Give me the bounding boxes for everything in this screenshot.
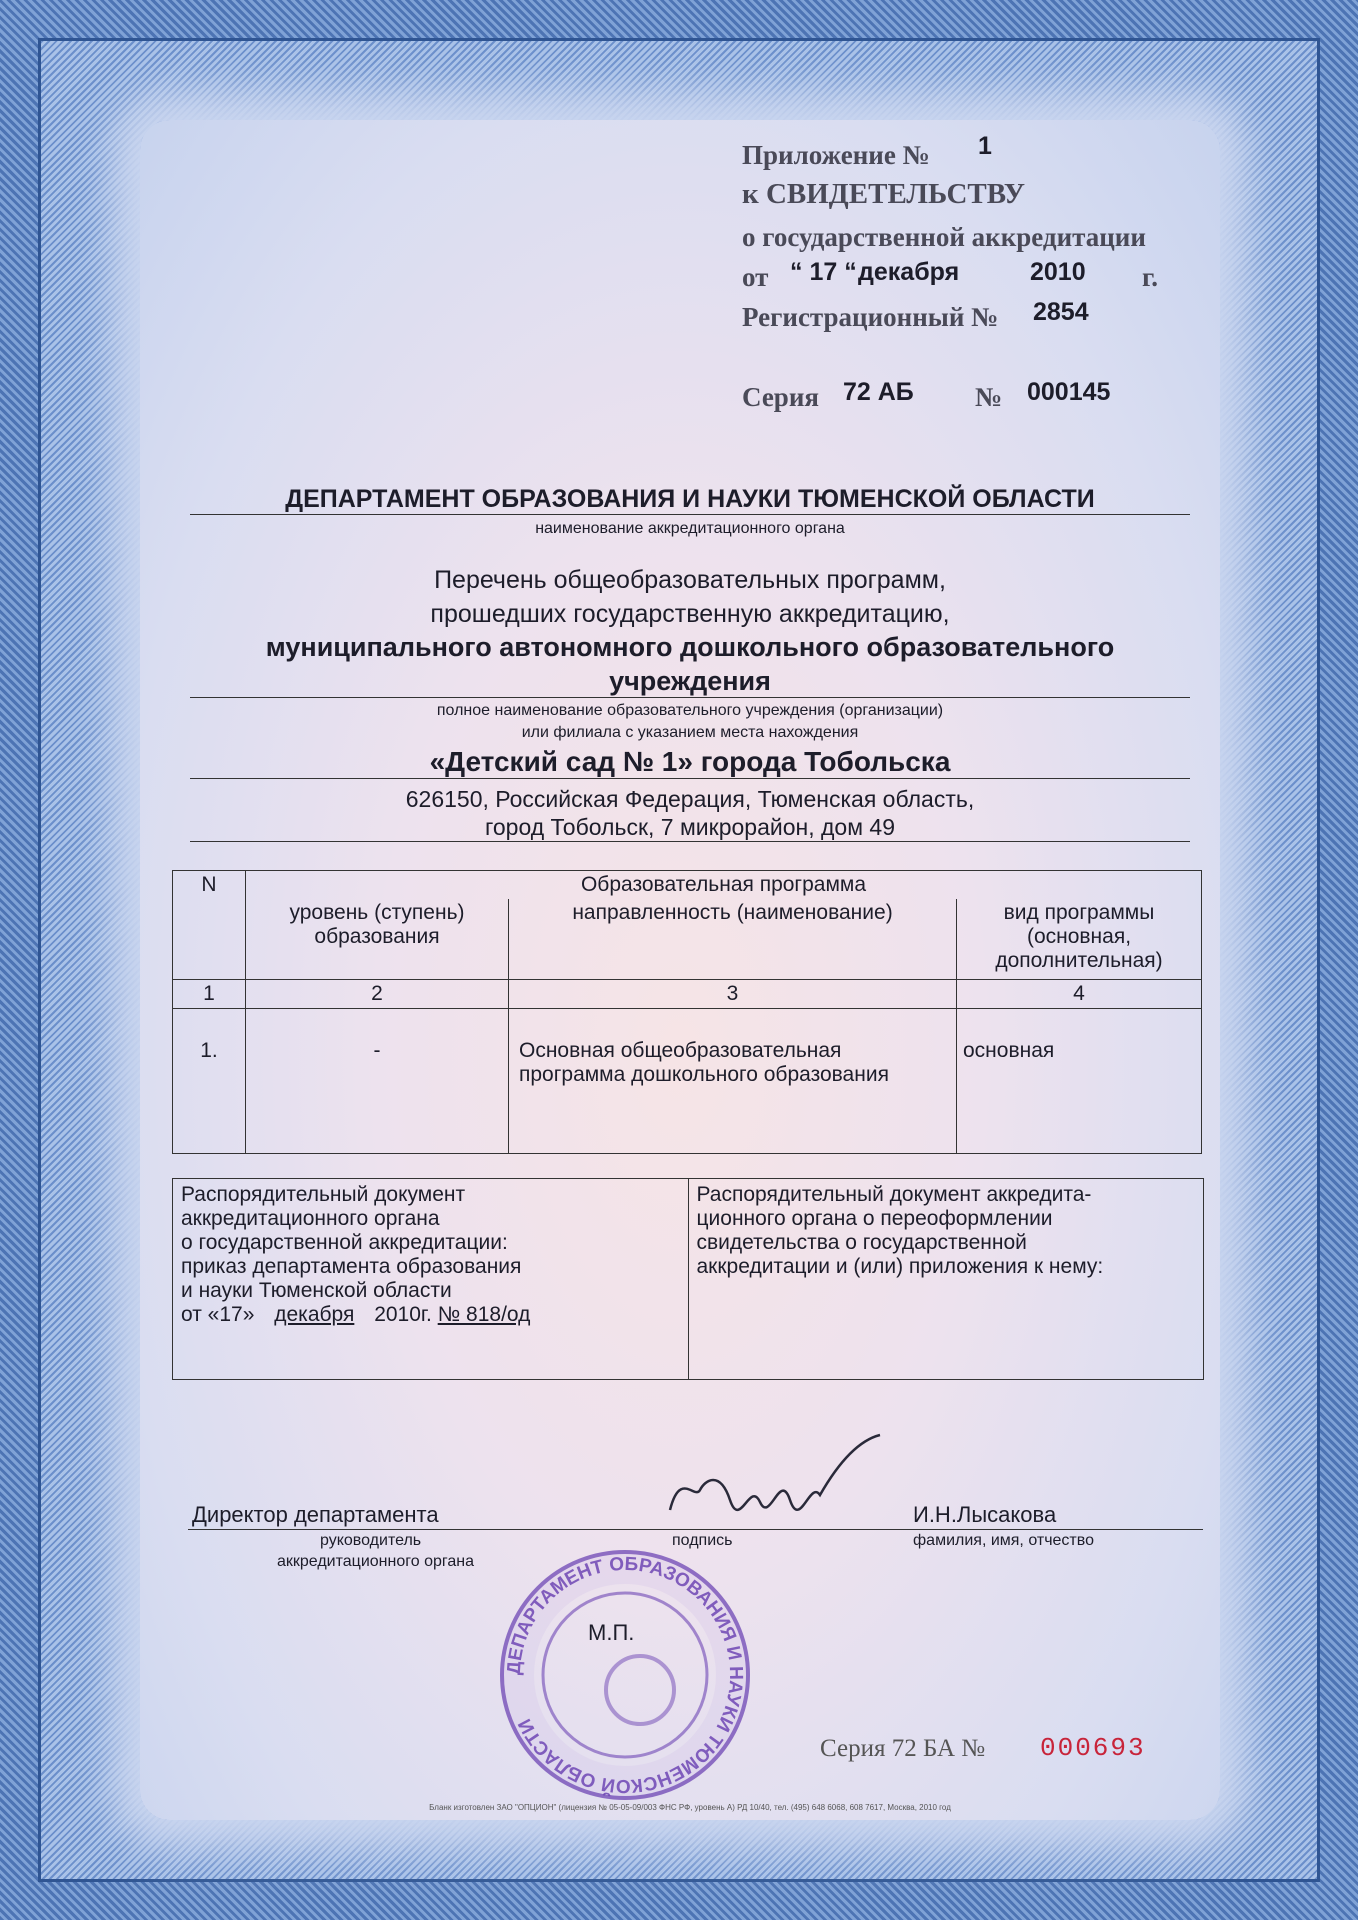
date-suffix: г. (1142, 262, 1158, 292)
handwritten-signature (640, 1430, 890, 1530)
org-type-1: муниципального автономного дошкольного образовательного (265, 632, 1115, 662)
appendix-number: 1 (978, 132, 992, 160)
appendix-label: Приложение № (742, 140, 930, 170)
order-number: № 818/од (437, 1303, 531, 1326)
seal-text: ДЕПАРТАМЕНТ ОБРАЗОВАНИЯ И НАУКИ ТЮМЕНСКОЙ ОБЛАСТИ (503, 1553, 747, 1797)
name-caption: фамилия, имя, отчество (913, 1532, 1094, 1549)
order-date-line (181, 1303, 680, 1327)
header-kind: вид программы (основная, дополнительная) (957, 899, 1202, 980)
signature-caption: подпись (672, 1532, 733, 1549)
signer-name: И.Н.Лысакова (913, 1502, 1057, 1527)
header-n: N (173, 871, 246, 980)
order-line: приказ департамента образования (181, 1255, 522, 1278)
org-name: «Детский сад № 1» города Тобольска (190, 746, 1190, 779)
reissue-line: аккредитации и (или) приложения к нему: (696, 1255, 1104, 1278)
column-number: 2 (246, 980, 509, 1009)
accreditation-order (173, 1179, 689, 1379)
programs-table (172, 870, 1202, 1154)
reissue-line: свидетельства о государственной (696, 1231, 1027, 1254)
column-number: 3 (509, 980, 957, 1009)
row-n: 1. (173, 1009, 246, 1154)
address-line-1: 626150, Российская Федерация, Тюменская область, (405, 786, 975, 812)
date-day: “ 17 “ (790, 258, 857, 286)
list-title-2: прошедших государственную аккредитацию, (430, 600, 950, 628)
order-date-year: 2010г. (374, 1303, 432, 1326)
authority-caption: наименование аккредитационного органа (535, 520, 845, 537)
list-title-1: Перечень общеобразовательных программ, (434, 566, 946, 594)
position-caption-1: руководитель (320, 1532, 422, 1549)
date-month: декабря (858, 258, 960, 286)
header-direction: направленность (наименование) (509, 899, 957, 980)
row-direction: Основная общеобразовательная программа дошкольного образования (509, 1009, 957, 1154)
org-caption-1: полное наименование образовательного учреждения (организации) (436, 702, 944, 719)
series-label: Серия (742, 382, 819, 412)
org-type-2: учреждения (190, 666, 1190, 698)
table-row (173, 1009, 1202, 1154)
orders-block (172, 1178, 1204, 1380)
order-date-day: от «17» (181, 1303, 255, 1326)
reg-label: Регистрационный № (742, 302, 999, 332)
blank-series-label: Серия 72 БА № (820, 1735, 986, 1762)
official-seal (500, 1550, 750, 1800)
blank-serial-number: 000693 (1040, 1733, 1146, 1763)
accreditation-label: о государственной аккредитации (742, 222, 1146, 252)
header-level: уровень (ступень) образования (246, 899, 509, 980)
reg-number: 2854 (1033, 298, 1089, 326)
eagle-emblem-icon (606, 1656, 674, 1724)
seal-place-label: М.П. (588, 1620, 635, 1645)
printer-imprint: Бланк изготовлен ЗАО "ОПЦИОН" (лицензия № 05-05-09/003 ФНС РФ, уровень А) РД 10/40, тел. (495) 648 6068, 608 7617, Москва, 2010 год (429, 1803, 951, 1812)
authority-name: ДЕПАРТАМЕНТ ОБРАЗОВАНИЯ И НАУКИ ТЮМЕНСКОЙ ОБЛАСТИ (190, 485, 1190, 515)
order-line: о государственной аккредитации: (181, 1231, 508, 1254)
order-line: Распорядительный документ (181, 1183, 466, 1206)
number-value: 000145 (1027, 378, 1111, 406)
date-prefix: от (742, 262, 769, 292)
header-program-group: Образовательная программа (246, 871, 1202, 900)
signer-position: Директор департамента (192, 1502, 439, 1527)
row-level: - (246, 1009, 509, 1154)
certificate-label: к СВИДЕТЕЛЬСТВУ (742, 178, 1026, 210)
order-line: аккредитационного органа (181, 1207, 440, 1230)
order-date-month: декабря (274, 1303, 355, 1326)
svg-text:ДЕПАРТАМЕНТ ОБРАЗОВАНИЯ И НАУК (504, 1554, 746, 1797)
org-caption-2: или филиала с указанием места нахождения (521, 724, 859, 741)
position-caption-2: аккредитационного органа (277, 1553, 474, 1570)
column-number: 1 (173, 980, 246, 1009)
column-number: 4 (957, 980, 1202, 1009)
order-line: и науки Тюменской области (181, 1279, 452, 1302)
series-value: 72 АБ (843, 378, 914, 406)
number-label: № (975, 382, 1003, 412)
row-kind: основная (957, 1009, 1202, 1154)
reissue-line: ционного органа о переоформлении (696, 1207, 1053, 1230)
reissue-line: Распорядительный документ аккредита- (696, 1183, 1092, 1206)
address-line-2: город Тобольск, 7 микрорайон, дом 49 (190, 814, 1190, 842)
date-year: 2010 (1030, 258, 1086, 286)
reissue-order (689, 1179, 1204, 1379)
